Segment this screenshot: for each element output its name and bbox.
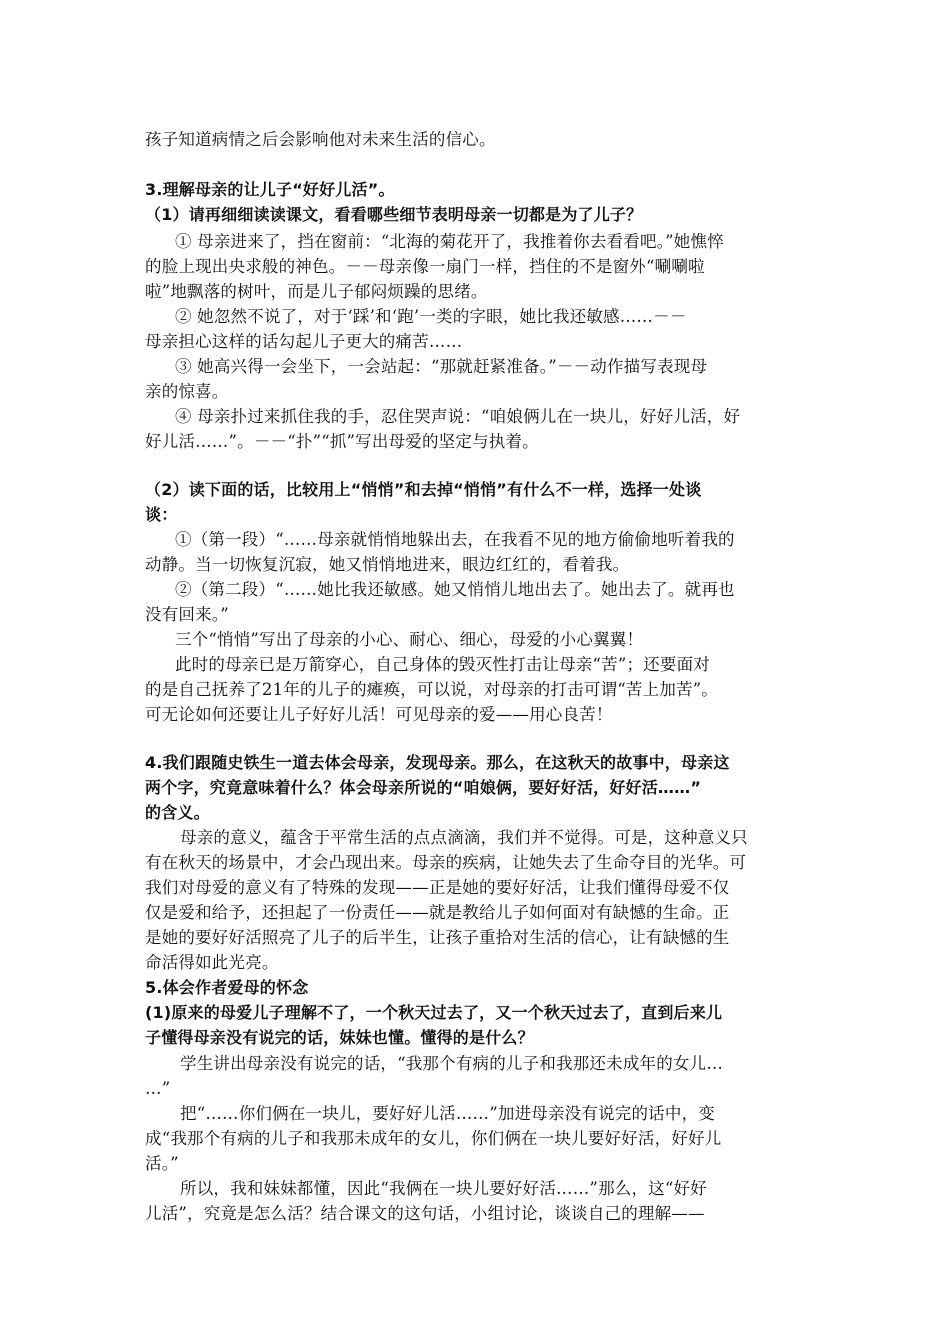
- question-heading: (1)原来的母爱儿子理解不了，一个秋天过去了，又一个秋天过去了，直到后来儿: [145, 1003, 723, 1022]
- text-line: ③ 她高兴得一会坐下，一会站起：“那就赶紧准备。”－－动作描写表现母: [175, 357, 708, 376]
- text-line: 孩子知道病情之后会影响他对未来生活的信心。: [145, 130, 496, 149]
- section-heading: 4.我们跟随史铁生一道去体会母亲，发现母亲。那么，在这秋天的故事中，母亲这: [145, 753, 730, 772]
- text-line: ④ 母亲扑过来抓住我的手，忍住哭声说：“咱娘俩儿在一块儿，好好儿活，好: [175, 407, 741, 426]
- section-heading: 两个字，究竟意味着什么？体会母亲所说的“咱娘俩，要好好活，好好活……”: [145, 778, 702, 797]
- text-line: 活。”: [145, 1154, 179, 1173]
- question-heading: 谈：: [145, 505, 178, 524]
- text-line: 成“我那个有病的儿子和我那未成年的女儿，你们俩在一块儿要好好活，好好儿: [145, 1129, 722, 1148]
- text-line: ①（第一段）“……母亲就悄悄地躲出去，在我看不见的地方偷偷地听着我的: [175, 530, 735, 549]
- section-heading: 3.理解母亲的让儿子“好好儿活”。: [145, 180, 395, 199]
- text-line: 没有回来。”: [145, 605, 229, 624]
- text-line: ① 母亲进来了，挡在窗前：“北海的菊花开了，我推着你去看看吧。”她憔悴: [175, 232, 724, 251]
- text-line: 所以，我和妹妹都懂，因此“我俩在一块儿要好好活……”那么，这“好好: [180, 1179, 707, 1198]
- question-heading: （1）请再细细读读课文，看看哪些细节表明母亲一切都是为了儿子？: [145, 205, 643, 224]
- text-line: …”: [145, 1079, 171, 1098]
- text-line: 好儿活……”。－－“扑”“抓”写出母爱的坚定与执着。: [145, 432, 539, 451]
- text-line: 学生讲出母亲没有说完的话，“我那个有病的儿子和我那还未成年的女儿…: [180, 1054, 724, 1073]
- text-line: 儿活”，究竟是怎么活？结合课文的这句话，小组讨论，谈谈自己的理解——: [145, 1204, 705, 1223]
- text-line: 母亲担心这样的话勾起儿子更大的痛苦……: [145, 332, 463, 351]
- text-line: 有在秋天的场景中，才会凸现出来。母亲的疾病，让她失去了生命夺目的光华。可: [145, 853, 747, 872]
- text-line: 是她的要好好活照亮了儿子的后半生，让孩子重拾对生活的信心，让有缺憾的生: [145, 928, 730, 947]
- text-line: 母亲的意义，蕴含于平常生活的点点滴滴，我们并不觉得。可是，这种意义只: [180, 828, 748, 847]
- text-line: 亲的惊喜。: [145, 382, 229, 401]
- question-heading: （2）读下面的话，比较用上“悄悄”和去掉“悄悄”有什么不一样，选择一处谈: [145, 480, 702, 499]
- section-heading: 5.体会作者爱母的怀念: [145, 978, 309, 997]
- text-line: ② 她忽然不说了，对于‘踩’和‘跑’一类的字眼，她比我还敏感……－－: [175, 307, 687, 326]
- text-line: ②（第二段）“……她比我还敏感。她又悄悄儿地出去了。她出去了。就再也: [175, 580, 735, 599]
- text-line: 动静。当一切恢复沉寂，她又悄悄地进来，眼边红红的，看着我。: [145, 555, 630, 574]
- text-line: 命活得如此光亮。: [145, 953, 279, 972]
- text-line: 三个“悄悄”写出了母亲的小心、耐心、细心，母爱的小心翼翼！: [175, 630, 644, 649]
- text-line: 可无论如何还要让儿子好好儿活！可见母亲的爱——用心良苦！: [145, 705, 613, 724]
- text-line: 啦”地飘落的树叶，而是儿子郁闷烦躁的思绪。: [145, 282, 488, 301]
- text-line: 把“……你们俩在一块儿，要好好儿活……”加进母亲没有说完的话中，变: [180, 1104, 715, 1123]
- text-line: 的是自己抚养了21年的儿子的瘫痪，可以说，对母亲的打击可谓“苦上加苦”。: [145, 680, 719, 699]
- text-line: 此时的母亲已是万箭穿心，自己身体的毁灭性打击让母亲“苦”；还要面对: [175, 655, 710, 674]
- text-line: 仅是爱和给予，还担起了一份责任——就是教给儿子如何面对有缺憾的生命。正: [145, 903, 730, 922]
- question-heading: 子懂得母亲没有说完的话，妹妹也懂。懂得的是什么？: [145, 1028, 534, 1047]
- text-line: 的脸上现出央求般的神色。－－母亲像一扇门一样，挡住的不是窗外“唰唰啦: [145, 257, 705, 276]
- section-heading: 的含义。: [145, 803, 210, 822]
- text-line: 我们对母爱的意义有了特殊的发现——正是她的要好好活，让我们懂得母爱不仅: [145, 878, 730, 897]
